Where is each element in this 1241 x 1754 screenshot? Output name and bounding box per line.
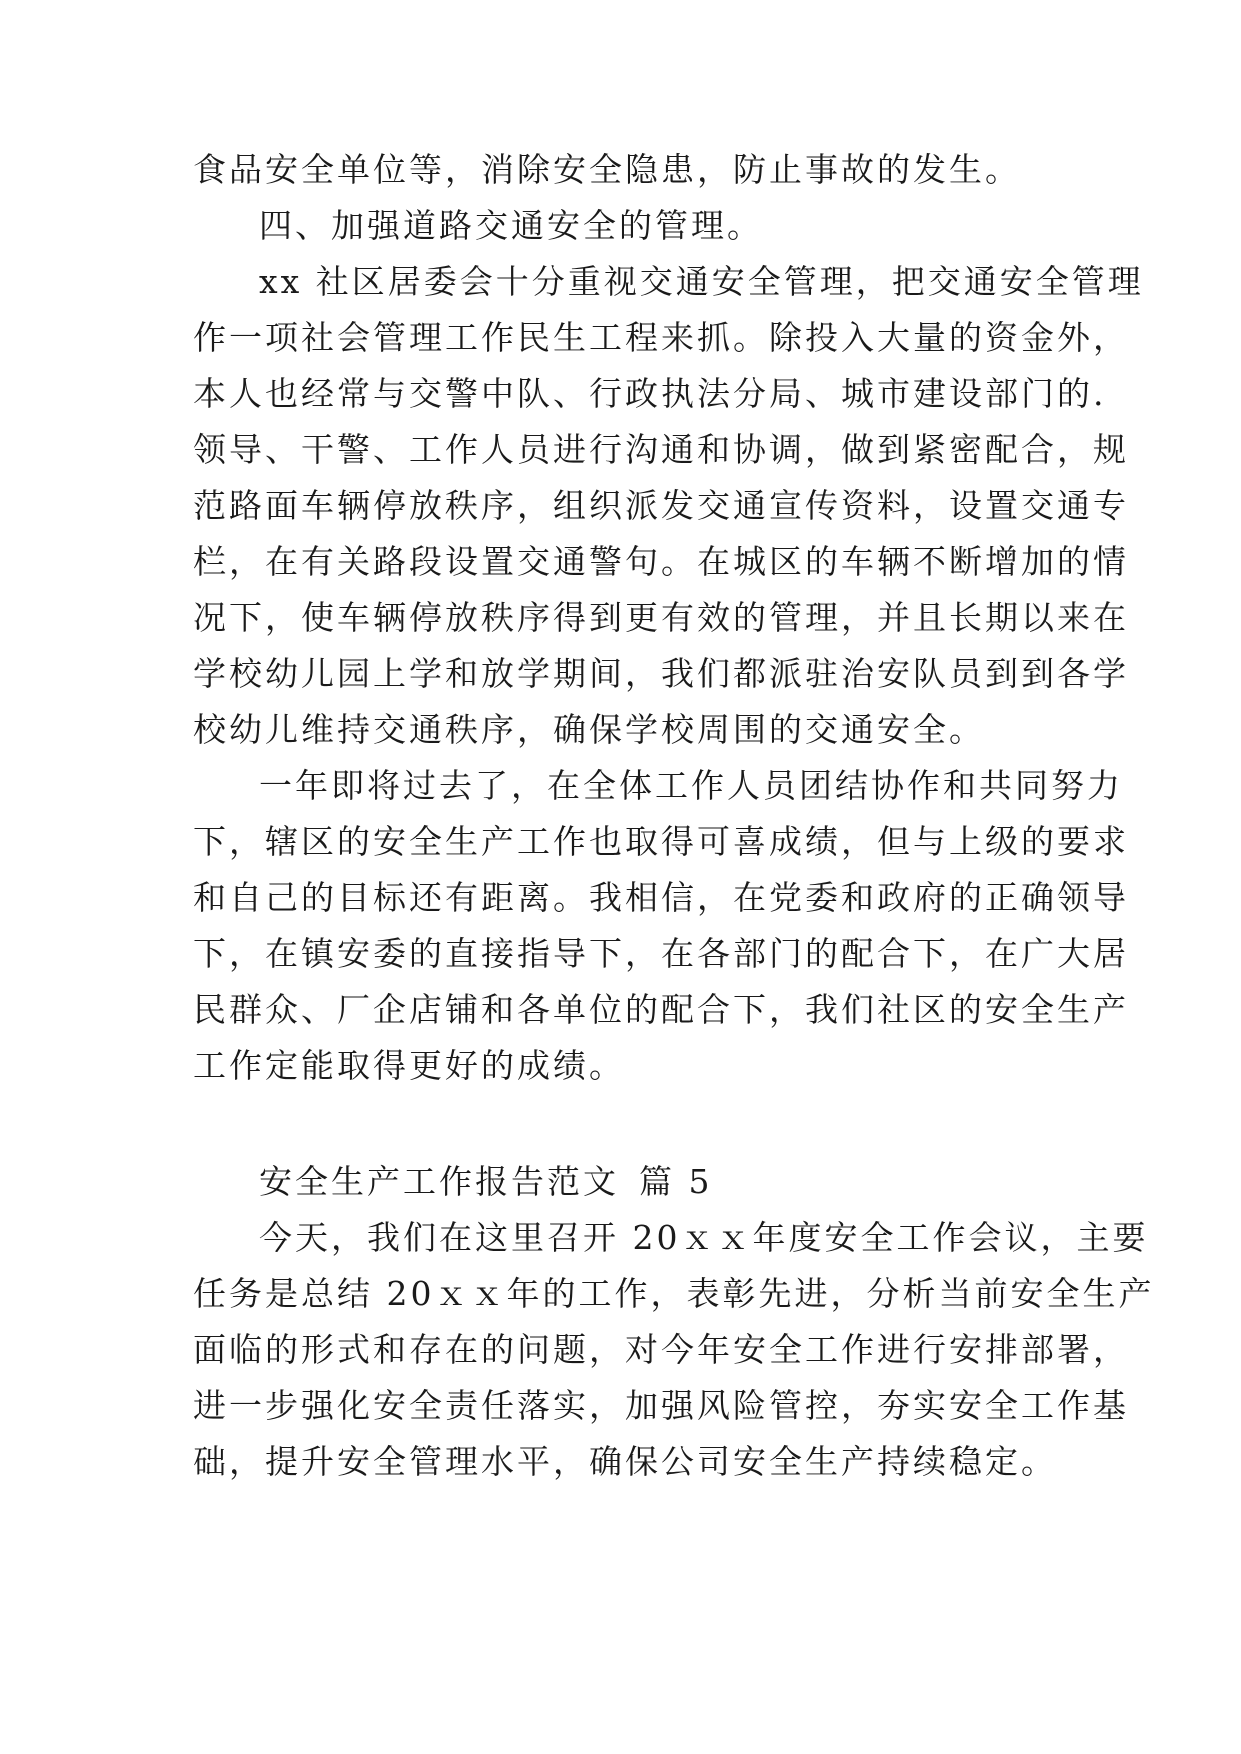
section-title-text: 安全生产工作报告范文 bbox=[259, 1162, 619, 1201]
paragraph-line: 学校幼儿园上学和放学期间，我们都派驻治安队员到到各学 bbox=[193, 654, 1129, 693]
paragraph-line: 下，在镇安委的直接指导下，在各部门的配合下，在广大居 bbox=[193, 934, 1129, 973]
section-heading-four: 四、加强道路交通安全的管理。 bbox=[259, 206, 763, 245]
paragraph-line: 和自己的目标还有距离。我相信，在党委和政府的正确领导 bbox=[193, 878, 1129, 917]
section-number: 篇 5 bbox=[639, 1162, 713, 1201]
paragraph-line: 范路面车辆停放秩序，组织派发交通宣传资料，设置交通专 bbox=[193, 486, 1129, 525]
paragraph-line: 本人也经常与交警中队、行政执法分局、城市建设部门的. bbox=[193, 374, 1107, 413]
section-title bbox=[193, 1154, 1063, 1210]
paragraph-line: 民群众、厂企店铺和各单位的配合下，我们社区的安全生产 bbox=[193, 990, 1129, 1029]
paragraph-line: 一年即将过去了，在全体工作人员团结协作和共同努力 bbox=[259, 766, 1123, 805]
paragraph-line: xx 社区居委会十分重视交通安全管理，把交通安全管理 bbox=[259, 262, 1144, 301]
section-spacer bbox=[193, 1094, 1063, 1154]
paragraph-line: 任务是总结 20ｘｘ年的工作，表彰先进，分析当前安全生产 bbox=[193, 1274, 1155, 1313]
paragraph-line: 工作定能取得更好的成绩。 bbox=[193, 1046, 625, 1085]
paragraph-line: 进一步强化安全责任落实，加强风险管控，夯实安全工作基 bbox=[193, 1386, 1129, 1425]
paragraph-line: 栏，在有关路段设置交通警句。在城区的车辆不断增加的情 bbox=[193, 542, 1129, 581]
paragraph-line: 下，辖区的安全生产工作也取得可喜成绩，但与上级的要求 bbox=[193, 822, 1129, 861]
paragraph-line: 面临的形式和存在的问题，对今年安全工作进行安排部署， bbox=[193, 1330, 1129, 1369]
paragraph-line: 校幼儿维持交通秩序，确保学校周围的交通安全。 bbox=[193, 710, 985, 749]
paragraph-line: 食品安全单位等，消除安全隐患，防止事故的发生。 bbox=[193, 150, 1021, 189]
paragraph-line: 作一项社会管理工作民生工程来抓。除投入大量的资金外， bbox=[193, 318, 1129, 357]
document-page bbox=[193, 142, 1155, 1490]
paragraph-line: 础，提升安全管理水平，确保公司安全生产持续稳定。 bbox=[193, 1442, 1057, 1481]
paragraph-line: 领导、干警、工作人员进行沟通和协调，做到紧密配合，规 bbox=[193, 430, 1129, 469]
paragraph-line: 况下，使车辆停放秩序得到更有效的管理，并且长期以来在 bbox=[193, 598, 1129, 637]
paragraph-line: 今天，我们在这里召开 20ｘｘ年度安全工作会议，主要 bbox=[259, 1218, 1149, 1257]
